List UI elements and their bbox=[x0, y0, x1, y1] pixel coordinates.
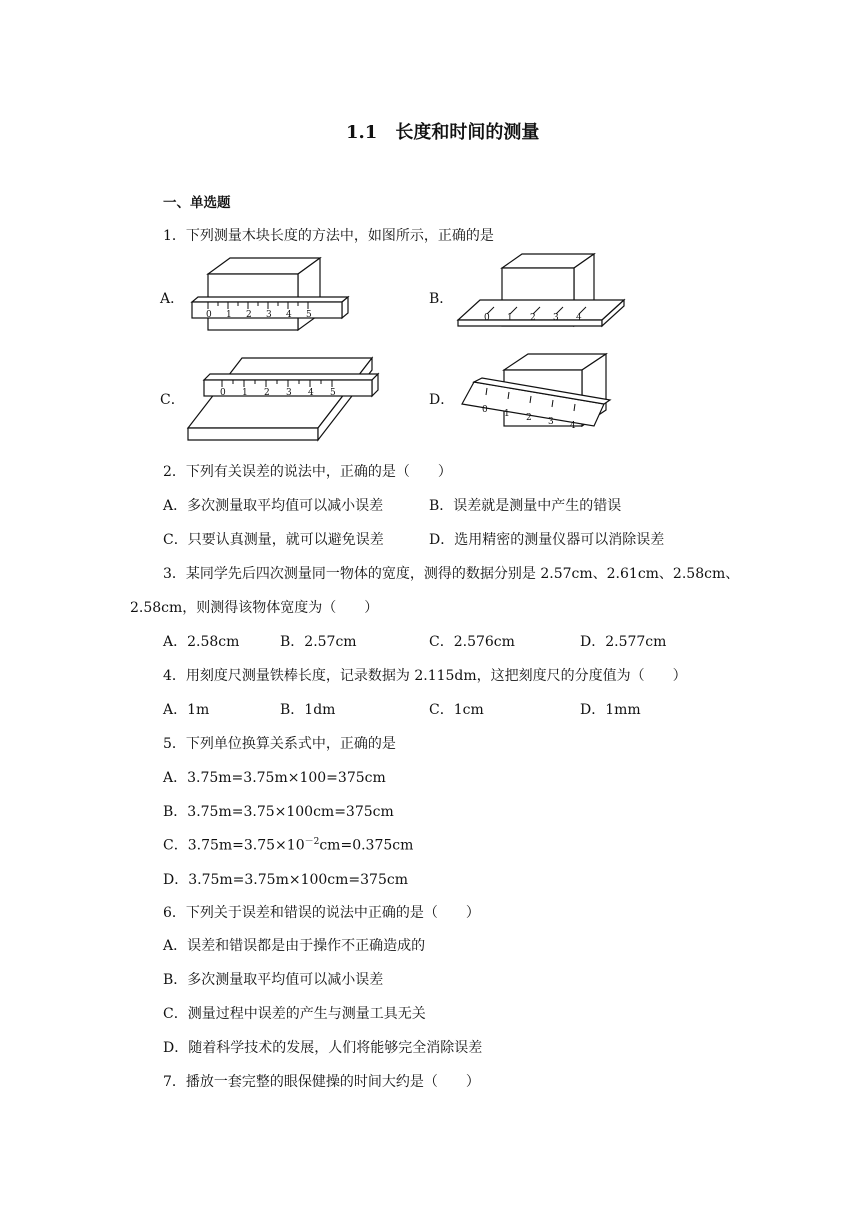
q3-option-b: B．2.57cm bbox=[280, 634, 357, 650]
q6-option-b: B．多次测量取平均值可以减小误差 bbox=[163, 972, 384, 988]
q5-option-d: D．3.75m=3.75m×100cm=375cm bbox=[163, 872, 408, 888]
q6-option-a: A．误差和错误都是由于操作不正确造成的 bbox=[163, 938, 426, 954]
q4-option-d: D．1mm bbox=[580, 702, 641, 718]
q6-stem: 6．下列关于误差和错误的说法中正确的是（ ） bbox=[163, 905, 480, 921]
q3-option-c: C．2.576cm bbox=[429, 634, 515, 650]
q5-option-c-exponent: －2 bbox=[304, 837, 320, 847]
q2-option-a: A．多次测量取平均值可以减小误差 bbox=[163, 498, 384, 514]
ruler-a-tick-1: 1 bbox=[226, 310, 232, 320]
q6-option-d: D．随着科学技术的发展，人们将能够完全消除误差 bbox=[163, 1040, 483, 1056]
ruler-d-tick-2: 2 bbox=[526, 413, 532, 423]
ruler-c-tick-4: 4 bbox=[308, 388, 314, 398]
ruler-c-tick-3: 3 bbox=[286, 388, 292, 398]
page-title: 1.1 长度和时间的测量 bbox=[346, 122, 540, 143]
ruler-d-tick-4: 4 bbox=[570, 421, 576, 431]
ruler-c-tick-2: 2 bbox=[264, 388, 270, 398]
q4-option-b: B．1dm bbox=[280, 702, 336, 718]
q7-stem: 7．播放一套完整的眼保健操的时间大约是（ ） bbox=[163, 1074, 480, 1090]
q1-option-b-label: B． bbox=[429, 291, 454, 307]
q2-option-d: D．选用精密的测量仪器可以消除误差 bbox=[429, 532, 665, 548]
q3-option-d: D．2.577cm bbox=[580, 634, 667, 650]
ruler-a-tick-2: 2 bbox=[246, 310, 252, 320]
q5-option-b: B．3.75m=3.75×100cm=375cm bbox=[163, 804, 394, 820]
q3-option-a: A．2.58cm bbox=[163, 634, 240, 650]
q2-stem: 2．下列有关误差的说法中，正确的是（ ） bbox=[163, 464, 452, 480]
ruler-c-tick-5: 5 bbox=[330, 388, 336, 398]
ruler-b-tick-2: 2 bbox=[530, 313, 536, 323]
ruler-b-tick-0: 0 bbox=[484, 313, 490, 323]
q4-option-c: C．1cm bbox=[429, 702, 484, 718]
q5-stem: 5．下列单位换算关系式中，正确的是 bbox=[163, 736, 396, 752]
q2-option-c: C．只要认真测量，就可以避免误差 bbox=[163, 532, 384, 548]
ruler-b-tick-4: 4 bbox=[576, 313, 582, 323]
ruler-d-tick-3: 3 bbox=[548, 417, 554, 427]
figure-b-ruler-block bbox=[456, 252, 628, 334]
q3-stem-line1: 3．某同学先后四次测量同一物体的宽度，测得的数据分别是 2.57cm、2.61cm、2.58cm、 bbox=[163, 566, 740, 582]
ruler-a-tick-3: 3 bbox=[266, 310, 272, 320]
ruler-a-tick-5: 5 bbox=[306, 310, 312, 320]
figure-d-ruler-block bbox=[460, 352, 630, 432]
q4-option-a: A．1m bbox=[163, 702, 210, 718]
ruler-a-tick-0: 0 bbox=[206, 310, 212, 320]
q1-option-d-label: D． bbox=[429, 392, 455, 408]
q1-stem: 1．下列测量木块长度的方法中，如图所示，正确的是 bbox=[163, 228, 494, 244]
q1-option-c-label: C． bbox=[160, 392, 185, 408]
ruler-d-tick-1: 1 bbox=[504, 409, 510, 419]
q5-option-c-base: C．3.75m=3.75×10 bbox=[163, 837, 305, 854]
figure-c-ruler-sheet bbox=[186, 350, 386, 444]
q3-stem-line2: 2.58cm，则测得该物体宽度为（ ） bbox=[130, 600, 379, 616]
q5-option-c-rest: cm=0.375cm bbox=[319, 837, 414, 854]
ruler-c-tick-1: 1 bbox=[242, 388, 248, 398]
ruler-b-tick-3: 3 bbox=[553, 313, 559, 323]
q1-option-a-label: A． bbox=[160, 291, 185, 307]
ruler-b-tick-1: 1 bbox=[507, 313, 513, 323]
q5-option-c bbox=[163, 834, 413, 855]
ruler-a-tick-4: 4 bbox=[286, 310, 292, 320]
q5-option-a: A．3.75m=3.75m×100=375cm bbox=[163, 770, 386, 786]
section-heading: 一、单选题 bbox=[163, 195, 231, 211]
q4-stem: 4．用刻度尺测量铁棒长度，记录数据为 2.115dm，这把刻度尺的分度值为（ ） bbox=[163, 668, 687, 684]
figure-a-ruler-block bbox=[186, 254, 356, 336]
q2-option-b: B．误差就是测量中产生的错误 bbox=[429, 498, 622, 514]
ruler-d-tick-0: 0 bbox=[482, 405, 488, 415]
q6-option-c: C．测量过程中误差的产生与测量工具无关 bbox=[163, 1006, 426, 1022]
ruler-c-tick-0: 0 bbox=[220, 388, 226, 398]
